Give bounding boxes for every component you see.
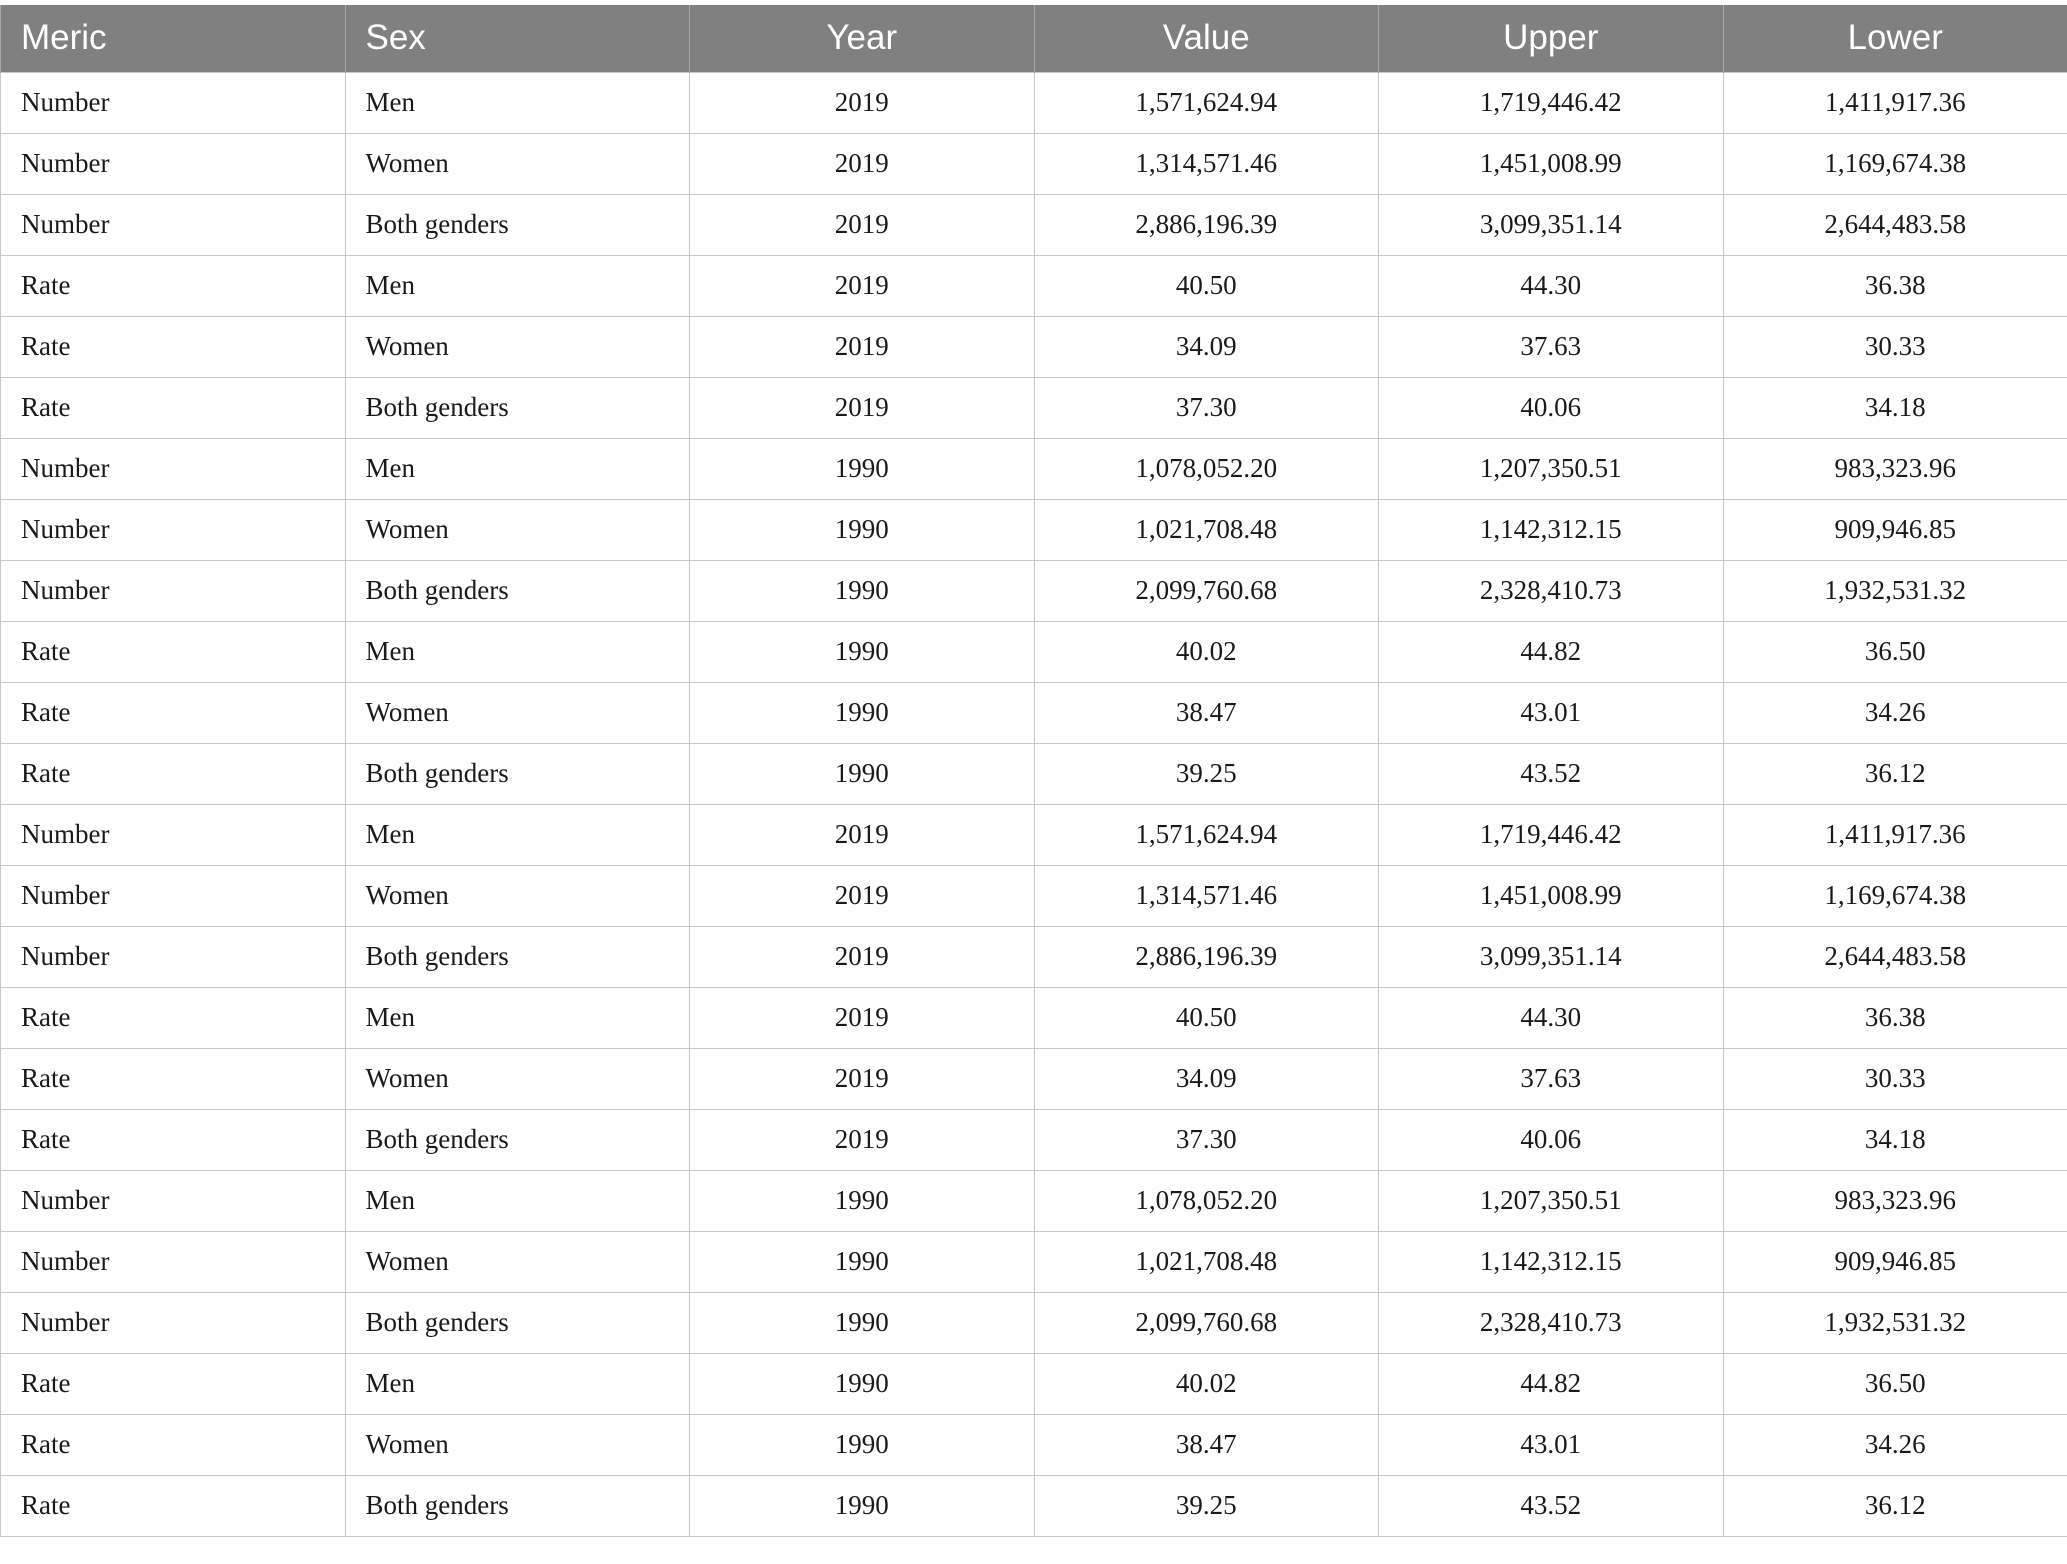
cell-upper: 1,142,312.15 (1379, 499, 1724, 560)
cell-lower: 983,323.96 (1723, 1170, 2067, 1231)
cell-sex: Both genders (345, 1109, 690, 1170)
cell-value: 37.30 (1034, 377, 1379, 438)
cell-value: 1,078,052.20 (1034, 438, 1379, 499)
cell-year: 2019 (690, 1109, 1035, 1170)
cell-lower: 1,169,674.38 (1723, 865, 2067, 926)
cell-value: 40.02 (1034, 1353, 1379, 1414)
cell-meric: Rate (1, 255, 346, 316)
cell-sex: Both genders (345, 926, 690, 987)
column-header-year: Year (690, 5, 1035, 72)
cell-sex: Men (345, 255, 690, 316)
cell-sex: Women (345, 1414, 690, 1475)
cell-value: 40.02 (1034, 621, 1379, 682)
cell-sex: Men (345, 1170, 690, 1231)
cell-value: 34.09 (1034, 316, 1379, 377)
cell-meric: Rate (1, 682, 346, 743)
cell-sex: Women (345, 133, 690, 194)
cell-year: 1990 (690, 743, 1035, 804)
cell-year: 2019 (690, 804, 1035, 865)
cell-year: 2019 (690, 865, 1035, 926)
cell-sex: Men (345, 72, 690, 133)
cell-value: 1,314,571.46 (1034, 865, 1379, 926)
cell-lower: 1,411,917.36 (1723, 72, 2067, 133)
cell-sex: Men (345, 438, 690, 499)
cell-year: 1990 (690, 1170, 1035, 1231)
cell-upper: 1,207,350.51 (1379, 1170, 1724, 1231)
cell-year: 2019 (690, 377, 1035, 438)
cell-lower: 909,946.85 (1723, 1231, 2067, 1292)
table-row (1, 1109, 2067, 1170)
cell-sex: Both genders (345, 1475, 690, 1536)
cell-upper: 43.01 (1379, 1414, 1724, 1475)
cell-lower: 1,169,674.38 (1723, 133, 2067, 194)
table-row (1, 987, 2067, 1048)
cell-meric: Number (1, 72, 346, 133)
cell-lower: 2,644,483.58 (1723, 926, 2067, 987)
table-row (1, 1292, 2067, 1353)
cell-upper: 43.52 (1379, 743, 1724, 804)
cell-year: 2019 (690, 133, 1035, 194)
cell-meric: Number (1, 1170, 346, 1231)
data-table (0, 5, 2067, 1537)
cell-value: 37.30 (1034, 1109, 1379, 1170)
cell-sex: Men (345, 621, 690, 682)
cell-upper: 37.63 (1379, 1048, 1724, 1109)
column-header-sex: Sex (345, 5, 690, 72)
cell-value: 39.25 (1034, 1475, 1379, 1536)
data-table-container (0, 5, 2067, 1537)
cell-value: 2,099,760.68 (1034, 560, 1379, 621)
column-header-value: Value (1034, 5, 1379, 72)
cell-meric: Number (1, 438, 346, 499)
table-row (1, 926, 2067, 987)
cell-value: 2,886,196.39 (1034, 926, 1379, 987)
table-row (1, 743, 2067, 804)
cell-sex: Men (345, 987, 690, 1048)
cell-year: 2019 (690, 987, 1035, 1048)
cell-meric: Rate (1, 316, 346, 377)
cell-lower: 30.33 (1723, 1048, 2067, 1109)
cell-lower: 34.18 (1723, 377, 2067, 438)
cell-meric: Number (1, 926, 346, 987)
table-row (1, 255, 2067, 316)
cell-lower: 34.18 (1723, 1109, 2067, 1170)
cell-year: 2019 (690, 316, 1035, 377)
cell-meric: Rate (1, 621, 346, 682)
cell-upper: 43.52 (1379, 1475, 1724, 1536)
table-row (1, 804, 2067, 865)
cell-meric: Number (1, 865, 346, 926)
cell-value: 1,571,624.94 (1034, 72, 1379, 133)
cell-year: 2019 (690, 1048, 1035, 1109)
table-row (1, 865, 2067, 926)
cell-year: 2019 (690, 194, 1035, 255)
cell-upper: 3,099,351.14 (1379, 926, 1724, 987)
cell-meric: Number (1, 804, 346, 865)
cell-sex: Men (345, 804, 690, 865)
table-row (1, 438, 2067, 499)
cell-meric: Number (1, 194, 346, 255)
cell-upper: 1,719,446.42 (1379, 72, 1724, 133)
cell-lower: 36.50 (1723, 621, 2067, 682)
cell-value: 38.47 (1034, 1414, 1379, 1475)
cell-meric: Rate (1, 743, 346, 804)
cell-sex: Both genders (345, 1292, 690, 1353)
cell-upper: 1,207,350.51 (1379, 438, 1724, 499)
cell-year: 1990 (690, 560, 1035, 621)
cell-upper: 37.63 (1379, 316, 1724, 377)
table-row (1, 1048, 2067, 1109)
table-row (1, 133, 2067, 194)
cell-meric: Number (1, 1292, 346, 1353)
cell-lower: 36.38 (1723, 255, 2067, 316)
cell-value: 34.09 (1034, 1048, 1379, 1109)
cell-upper: 2,328,410.73 (1379, 1292, 1724, 1353)
cell-sex: Women (345, 1048, 690, 1109)
cell-lower: 36.12 (1723, 743, 2067, 804)
cell-lower: 983,323.96 (1723, 438, 2067, 499)
cell-lower: 909,946.85 (1723, 499, 2067, 560)
cell-upper: 1,719,446.42 (1379, 804, 1724, 865)
table-row (1, 499, 2067, 560)
cell-meric: Rate (1, 987, 346, 1048)
column-header-meric: Meric (1, 5, 346, 72)
cell-upper: 43.01 (1379, 682, 1724, 743)
cell-upper: 1,142,312.15 (1379, 1231, 1724, 1292)
cell-value: 40.50 (1034, 255, 1379, 316)
table-row (1, 316, 2067, 377)
cell-upper: 44.82 (1379, 1353, 1724, 1414)
cell-sex: Women (345, 682, 690, 743)
table-row (1, 72, 2067, 133)
table-row (1, 1231, 2067, 1292)
cell-value: 1,314,571.46 (1034, 133, 1379, 194)
cell-lower: 2,644,483.58 (1723, 194, 2067, 255)
table-row (1, 194, 2067, 255)
cell-sex: Women (345, 499, 690, 560)
cell-value: 2,099,760.68 (1034, 1292, 1379, 1353)
cell-sex: Both genders (345, 377, 690, 438)
cell-meric: Rate (1, 1109, 346, 1170)
table-row (1, 621, 2067, 682)
cell-upper: 1,451,008.99 (1379, 133, 1724, 194)
table-row (1, 1170, 2067, 1231)
cell-year: 1990 (690, 1414, 1035, 1475)
cell-value: 1,078,052.20 (1034, 1170, 1379, 1231)
cell-sex: Women (345, 316, 690, 377)
cell-year: 1990 (690, 1353, 1035, 1414)
cell-lower: 34.26 (1723, 682, 2067, 743)
cell-sex: Women (345, 1231, 690, 1292)
cell-lower: 36.12 (1723, 1475, 2067, 1536)
cell-meric: Rate (1, 1414, 346, 1475)
cell-lower: 1,932,531.32 (1723, 560, 2067, 621)
cell-upper: 1,451,008.99 (1379, 865, 1724, 926)
cell-upper: 40.06 (1379, 1109, 1724, 1170)
cell-sex: Both genders (345, 560, 690, 621)
header-row (1, 5, 2067, 72)
cell-meric: Rate (1, 1475, 346, 1536)
cell-lower: 36.38 (1723, 987, 2067, 1048)
cell-value: 2,886,196.39 (1034, 194, 1379, 255)
cell-upper: 44.30 (1379, 987, 1724, 1048)
cell-meric: Number (1, 133, 346, 194)
table-row (1, 377, 2067, 438)
cell-year: 1990 (690, 621, 1035, 682)
table-row (1, 682, 2067, 743)
cell-lower: 1,932,531.32 (1723, 1292, 2067, 1353)
cell-meric: Number (1, 499, 346, 560)
cell-sex: Men (345, 1353, 690, 1414)
cell-upper: 44.82 (1379, 621, 1724, 682)
cell-year: 2019 (690, 926, 1035, 987)
cell-value: 39.25 (1034, 743, 1379, 804)
cell-year: 2019 (690, 72, 1035, 133)
cell-value: 1,021,708.48 (1034, 499, 1379, 560)
cell-year: 1990 (690, 1231, 1035, 1292)
cell-year: 1990 (690, 682, 1035, 743)
cell-meric: Rate (1, 1353, 346, 1414)
cell-value: 1,571,624.94 (1034, 804, 1379, 865)
cell-year: 1990 (690, 438, 1035, 499)
column-header-upper: Upper (1379, 5, 1724, 72)
cell-upper: 3,099,351.14 (1379, 194, 1724, 255)
table-header (1, 5, 2067, 72)
cell-year: 1990 (690, 1292, 1035, 1353)
cell-year: 1990 (690, 499, 1035, 560)
table-row (1, 560, 2067, 621)
table-row (1, 1414, 2067, 1475)
cell-value: 40.50 (1034, 987, 1379, 1048)
cell-meric: Number (1, 1231, 346, 1292)
cell-lower: 34.26 (1723, 1414, 2067, 1475)
cell-value: 38.47 (1034, 682, 1379, 743)
column-header-lower: Lower (1723, 5, 2067, 72)
cell-value: 1,021,708.48 (1034, 1231, 1379, 1292)
cell-year: 1990 (690, 1475, 1035, 1536)
cell-upper: 40.06 (1379, 377, 1724, 438)
cell-upper: 2,328,410.73 (1379, 560, 1724, 621)
cell-meric: Rate (1, 1048, 346, 1109)
cell-sex: Both genders (345, 194, 690, 255)
table-body (1, 72, 2067, 1536)
cell-year: 2019 (690, 255, 1035, 316)
cell-meric: Number (1, 560, 346, 621)
cell-meric: Rate (1, 377, 346, 438)
cell-lower: 1,411,917.36 (1723, 804, 2067, 865)
cell-upper: 44.30 (1379, 255, 1724, 316)
cell-lower: 36.50 (1723, 1353, 2067, 1414)
cell-lower: 30.33 (1723, 316, 2067, 377)
cell-sex: Women (345, 865, 690, 926)
cell-sex: Both genders (345, 743, 690, 804)
table-row (1, 1475, 2067, 1536)
table-row (1, 1353, 2067, 1414)
